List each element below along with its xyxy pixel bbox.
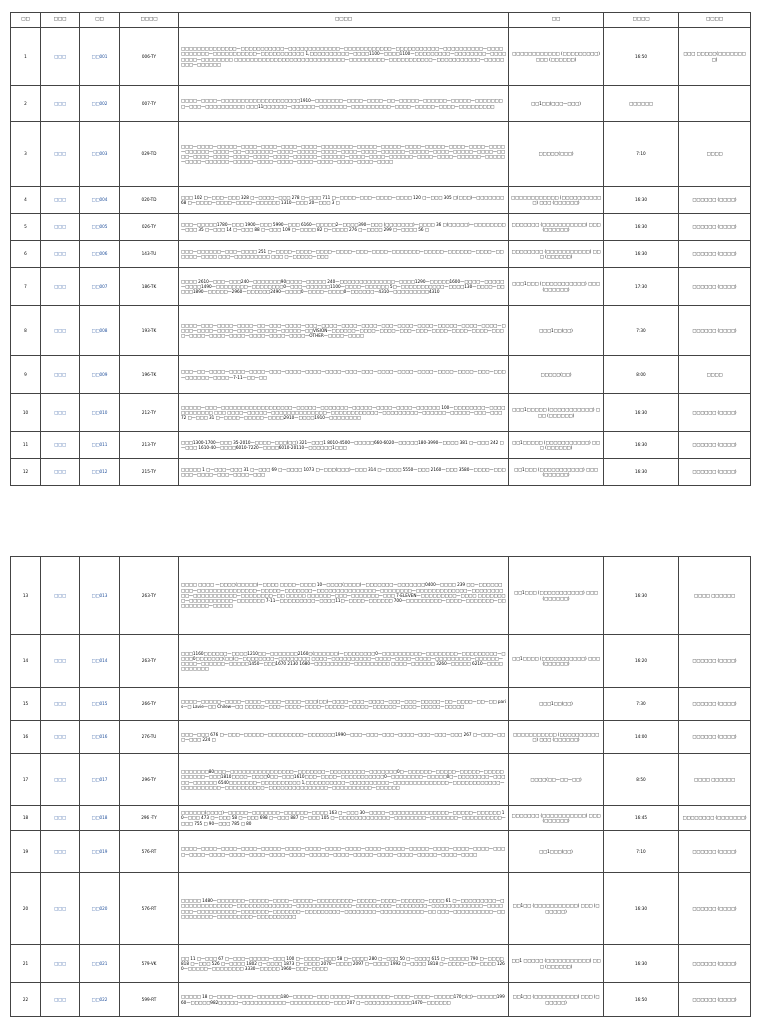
route-code: 026-TY — [120, 214, 179, 241]
route-code: 020-TD — [120, 187, 179, 214]
row-number: 20 — [11, 873, 41, 945]
table-row — [11, 459, 751, 486]
header-cell: □□□□ — [679, 13, 751, 28]
time: 16:30 — [604, 187, 679, 214]
time: 16:30 — [604, 557, 679, 635]
route-code: 576-RT — [120, 831, 179, 873]
time: 16:30 — [604, 394, 679, 432]
route-code: 007-TY — [120, 86, 179, 122]
time: 8:00 — [604, 356, 679, 394]
route-code: 263-TY — [120, 635, 179, 688]
route-description: □□□□□ 18 □—□□□□—□□□□—□□□□□□180—□□□□□—□□□ □□□□□—□□□□□□□□□—□□□□—□□□□—□□□□□170□(□)—□□□□□19960—□□□□□982□□□□□—□□□□□□□□□□□—□□□□□□□□□□—□□□ 207 □—□□□□□□□□□□□□1470—□□□□□□ — [179, 983, 509, 1017]
code-link[interactable]: □□018 — [80, 806, 120, 831]
table-row — [11, 241, 751, 268]
route-code: 579-VK — [120, 945, 179, 983]
route-description: □□□□□ 1 □—□□□—□□□ 31 □—□□□ 69 □—□□□□ 1073 □—□□□(□□□)—□□□ 314 □—□□□□ 5550—□□□ 2160—□□□ 3580—□□□□—□□□□□□—□□□□—□□□—□□□□—□□□ — [179, 459, 509, 486]
code-link[interactable]: □□020 — [80, 873, 120, 945]
note: □□□□ □□□□□□ — [679, 557, 751, 635]
location: □□1□□□(□□) — [509, 831, 604, 873]
table-row — [11, 945, 751, 983]
row-number: 2 — [11, 86, 41, 122]
table-row — [11, 873, 751, 945]
route-description: □□□1160□□□□□□—□□□□1210□□—□□□□□□□2160□(□□□□□□)—□□□□□□□□0—□□□□□□□□□□—□□□□□□□□—□□□□□□□□□—□□□□0□□□□□□□(□□)□—□□□□□□□□—□□□□□□□□ □□□□—□□□□□□□□□□—□□□□—□□□□—□□□□—□□□□□□□□□—□□□□□□—□□□□—□□□□□□—□□□□□1450—□□□1670 2130 1680—□□□□□□□□□—□□□□□□□□□ □□□□—□□□□□□ 3260—□□□□□ 6210—□□□□□□□□□□□ — [179, 635, 509, 688]
row-number: 21 — [11, 945, 41, 983]
location: □□1□□□ (□□□□□□□□□□□) □□□ (□□□□□□) — [509, 557, 604, 635]
code-link[interactable]: □□001 — [80, 28, 120, 86]
row-number: 8 — [11, 306, 41, 356]
note: □□□□□□ (□□□□) — [679, 688, 751, 721]
location: □□□□□□□□ (□□□□□□□□□□□) □□□ (□□□□□□) — [509, 241, 604, 268]
code-link[interactable]: □□006 — [80, 241, 120, 268]
note: □□□□□□□□ (□□□□□□□) — [679, 806, 751, 831]
code-link[interactable]: □□015 — [80, 688, 120, 721]
time: 7:10 — [604, 831, 679, 873]
location: □□□□(□□—□□—□□) — [509, 754, 604, 806]
table-row — [11, 806, 751, 831]
note: □□□□ — [679, 356, 751, 394]
time: 17:30 — [604, 268, 679, 306]
table-row — [11, 721, 751, 754]
district-link[interactable]: □□□ — [41, 122, 80, 187]
location: □□□1□□□□□ (□□□□□□□□□□□) □□□ (□□□□□□) — [509, 394, 604, 432]
note: □□□□□□ (□□□□) — [679, 721, 751, 754]
location: □□□□□□□□□□□□ (□□□□□□□□□□□) □□□ (□□□□□□) — [509, 187, 604, 214]
route-description: □□□□—□□□□□—□□□□—□□□□—□□□□—□□□□—□□□(□□)—□□□□—□□□—□□□□—□□□—□□□—□□□□□—□□—□□□□—□□—□□ paris—□ Lavie—□□ Chilew—□□ □□□□□—□□□—□□□□—□□□□—□□□□□—□□□□□—□□□□□□—□□□□—□□□□□—□□□□□ — [179, 688, 509, 721]
time: 16:50 — [604, 983, 679, 1017]
route-code: 599-RT — [120, 983, 179, 1017]
district-link[interactable]: □□□ — [41, 688, 80, 721]
route-code: 029-TD — [120, 122, 179, 187]
time: 16:30 — [604, 432, 679, 459]
code-link[interactable]: □□017 — [80, 754, 120, 806]
route-code: 296-TY — [120, 754, 179, 806]
code-link[interactable]: □□013 — [80, 557, 120, 635]
district-link[interactable]: □□□ — [41, 306, 80, 356]
district-link[interactable]: □□□ — [41, 806, 80, 831]
route-description: □□□—□□□□□□—□□□—□□□□ 251 □—□□□□—□□□□—□□□□—□□□□—□□□—□□□□—□□□□□□□—□□□□□—□□□□□□—□□□□—□□□□□□—□□□□ □□□—□□□□□□□□□ □□□ □—□□□□□—□□□ — [179, 241, 509, 268]
header-cell: □□ — [11, 13, 41, 28]
note: □□□□□□ (□□□□) — [679, 432, 751, 459]
row-number: 1 — [11, 28, 41, 86]
route-description: □□□—□□□□—□□□□□—□□□□—□□□□—□□□□—□□□□—□□□□□□□□—□□□□□—□□□□□—□□□□—□□□□□—□□□□—□□□□—□□□□—□□□□□□—□□□□—□□—□□□□□□□—□□□□—□□□□□—□□□□—□□□□—□□□□—□□□□□□—□□□□□—□□□□—□□□□□—□□□□—□□□□—□□□□—□□□□—□□□□—□□□□—□□□□—□□□□□□—□□□□□□—□□□□—□□□□—□□□□□□—□□□□—□□□□—□□□□□□—□□□□□—□□□□—□□□□□□—□□□□□—□□□□—□□□□—□□□□—□□□□—□□□□—□□□□—□□□□ — [179, 122, 509, 187]
route-code: 193-TK — [120, 306, 179, 356]
time: 16:30 — [604, 459, 679, 486]
table-row — [11, 356, 751, 394]
table-row — [11, 187, 751, 214]
code-link[interactable]: □□021 — [80, 945, 120, 983]
route-code: 276-TU — [120, 721, 179, 754]
table-row — [11, 635, 751, 688]
row-number: 19 — [11, 831, 41, 873]
note: □□□□□□ (□□□□) — [679, 831, 751, 873]
time: 7:10 — [604, 122, 679, 187]
table-row — [11, 557, 751, 635]
location: □□□1□□(□□) — [509, 306, 604, 356]
time: 16:50 — [604, 28, 679, 86]
route-description: □□ 11 □—□□□ 67 □—□□□—□□□□□—□□□ 100 □—□□□□—□□□ 58 □—□□□□ 280 □—□□□ 50 □—□□□□ 615 □—□□□□□ 790 □—□□□□ 818 □—□□□ 526 □—□□□□ 1802 □—□□□□ 1873 □—□□□□ 2070—□□□□ 2097 □—□□□□ 1992 □—□□□□ 1818 □—□□□□—□□—□□□□ 1260—□□□□□—□□□□□□□□ 3330—□□□□□ 1960—□□□—□□□□ — [179, 945, 509, 983]
row-number: 7 — [11, 268, 41, 306]
district-link[interactable]: □□□ — [41, 945, 80, 983]
row-number: 14 — [11, 635, 41, 688]
district-link[interactable]: □□□ — [41, 459, 80, 486]
row-number: 9 — [11, 356, 41, 394]
location: □□1□□ (□□□□□□□□□□□) □□□ (□□□□□□) — [509, 983, 604, 1017]
header-cell: □□□□ — [120, 13, 179, 28]
row-number: 6 — [11, 241, 41, 268]
row-number: 12 — [11, 459, 41, 486]
row-number: 4 — [11, 187, 41, 214]
code-link[interactable]: □□011 — [80, 432, 120, 459]
table-row — [11, 122, 751, 187]
route-code: 263-TY — [120, 557, 179, 635]
row-number: 3 — [11, 122, 41, 187]
table-row — [11, 432, 751, 459]
location: □□□1□□□ (□□□□□□□□□□□) □□□ (□□□□□□) — [509, 268, 604, 306]
district-link[interactable]: □□□ — [41, 557, 80, 635]
time: 16:30 — [604, 945, 679, 983]
route-description: □□□□—□□□□—□□□□□□□□□□□□□□□□□□□□1910—□□□□□□□—□□□□—□□□□—□□—□□□□□—□□□□□□—□□□□□—□□□□□□□□—□□□—□□□□□□□□□□ □□□11□□□□□□—□□□□□□—□□□□□□□—□□□□□□□□□□—□□□□—□□□□□—□□□□—□□□□□□□□□ — [179, 86, 509, 122]
row-number: 11 — [11, 432, 41, 459]
route-description: □□□□—□□□—□□□□—□□□□—□□—□□□—□□□□—□□□—□□□□—□□□□—□□□□—□□□—□□□□—□□□□—□□□□□—□□□□—□□□□—□□□□—□□□□—□□□□—□□□□—□□□□□—□□□□□—□□VISION—□□□□□□—□□□□—□□□□—□□□—□□□—□□□□—□□□□—□□□□—□□□□—□□□□—□□□□—□□□□—□□□□—□□□□—□□□□—OTHER—□□□□—□□□□ — [179, 306, 509, 356]
location: □□1 □□□□□ (□□□□□□□□□□□) □□□ (□□□□□□) — [509, 945, 604, 983]
header-cell: □□□□ — [604, 13, 679, 28]
header-cell: □□ — [509, 13, 604, 28]
time: 16:30 — [604, 873, 679, 945]
time: 16:20 — [604, 635, 679, 688]
district-link[interactable]: □□□ — [41, 187, 80, 214]
note: □□□□□□ (□□□□) — [679, 459, 751, 486]
route-code: 143-TU — [120, 241, 179, 268]
row-number: 22 — [11, 983, 41, 1017]
note: □□□□□□ (□□□□) — [679, 214, 751, 241]
time: 7:30 — [604, 688, 679, 721]
row-number: 15 — [11, 688, 41, 721]
table-row — [11, 28, 751, 86]
location: □□□1□□(□□) — [509, 688, 604, 721]
table-row — [11, 394, 751, 432]
table-row — [11, 214, 751, 241]
code-link[interactable]: □□016 — [80, 721, 120, 754]
code-link[interactable]: □□012 — [80, 459, 120, 486]
route-code: 186-TK — [120, 268, 179, 306]
location: □□1□□(□□□—□□□) — [509, 86, 604, 122]
location: □□□□□□□□□□□□ (□□□□□□□□□) □□□ (□□□□□□) — [509, 28, 604, 86]
route-description: □□□□ □□□□ —□□□□(□□□□□)—□□□□ □□□□—□□□□ 10—□□□□(□□□□)—□□□□□□□—□□□□□□□0400—□□□□ 239 □□—□□□□□□□□□—□□□□□□□□□□□□□□□—□□□□□—□□□□□□□—□□□□□□□□□□□□□□□—□□□□□□□□—□□□□□□□□□□□□□—□□□□□□□□□□—□□□□□□□□□□□—□□□□□□□□—□□ □□□□□ □□□□□□—□□□—□□□□□□□—□□□ 7-ELEVEN—□□□□□□□□□—□□□□ □□□□□□□□—□□□□□□□□□□□—□□□□□□□ 7-11—□□□□□□□□□—□□□□11□—□□□□—□□□□□□ 700—□□□□□□□□□—□□□□—□□□□□□□—□□□□□□□□□—□□□□□ — [179, 557, 509, 635]
location: □□□□□(□□□) — [509, 122, 604, 187]
code-link[interactable]: □□007 — [80, 268, 120, 306]
location: □□1□□□ (□□□□□□□□□□□) □□□ (□□□□□□) — [509, 459, 604, 486]
district-link[interactable]: □□□ — [41, 873, 80, 945]
route-description: □□□□□ 1480—□□□□□□□—□□□□□—□□□□—□□□□□—□□□□□□□□□—□□□□□—□□□□—□□□□□□—□□□□ 61 □—□□□□□□□□□—□□□□□□□□□□□□□□—□□□□□□□□□□□□□□—□□□□□□□□□□□□□□—□□□□□□□□□—□□□□□□□□—□□□□□□□□□□□□□—□□□□□□□—□□□□□□□□□□—□□□□□□□—□□□□□□□—□□□□□□□□□—□□□□□□□□—□□□□□□□□□□□—□□ □□□—□□□□□□□□□□—□□□□□□□□□□—□□□□□□□□□—□□□□□□□□□□ — [179, 873, 509, 945]
time: 14:00 — [604, 721, 679, 754]
row-number: 5 — [11, 214, 41, 241]
district-link[interactable]: □□□ — [41, 721, 80, 754]
location: □□□□□□□ (□□□□□□□□□□□) □□□ (□□□□□□) — [509, 806, 604, 831]
note: □□□□□□ (□□□□) — [679, 187, 751, 214]
district-link[interactable]: □□□ — [41, 635, 80, 688]
row-number: 13 — [11, 557, 41, 635]
time: 7:30 — [604, 306, 679, 356]
time: 16:45 — [604, 806, 679, 831]
location: □□1□□□□□ (□□□□□□□□□□□) □□□ (□□□□□□) — [509, 432, 604, 459]
table-row — [11, 983, 751, 1017]
table-row — [11, 831, 751, 873]
route-description: □□□—□□—□□□□—□□□□—□□□□—□□□—□□□□—□□□□—□□□□—□□□—□□□—□□□□—□□□□—□□□□—□□□□—□□□□—□□□—□□□—□□□□□□—□□□□—7-11—□□—□□ — [179, 356, 509, 394]
route-code: 196-TK — [120, 356, 179, 394]
table-header-row — [11, 13, 751, 28]
note: □□□□□□ (□□□□) — [679, 873, 751, 945]
note — [679, 86, 751, 122]
row-number: 10 — [11, 394, 41, 432]
header-cell: □□□□ — [179, 13, 509, 28]
route-description: □□□ 102 □—□□□—□□□ 328 □—□□□□—□□□ 278 □—□□□ 711 □—□□□□—□□□—□□□□—□□□□ 120 □—□□□ 305 □(□□□)—□□□□□□□ 68 □—□□□□—□□□□—□□□□—□□□□□□ 1310—□□□ 20—□□□ 3 □ — [179, 187, 509, 214]
row-number: 17 — [11, 754, 41, 806]
note: □□□□□□ (□□□□) — [679, 983, 751, 1017]
time: □□□□□□ — [604, 86, 679, 122]
header-cell: □□ — [80, 13, 120, 28]
note: □□□□□□ (□□□□) — [679, 945, 751, 983]
route-description: □□□□□□(□□□□)—□□□□□—□□□□□□□—□□□□□□—□□□□ 163 □—□□□ 30—□□□□—□□□□□□□□□□□□□□□—□□□□□—□□□□□□ 10—□□□ 473 □—□□□ 58 □—□□□ 698 □—□□□ 887 □—□□□ 105 □—□□□□□□□□□□□□□—□□□□□□□□—□□□□□□□—□□□□□□□□□□—□□□ 755 □ 90—□□□ 785 □ 80 — [179, 806, 509, 831]
route-code: 006-TY — [120, 28, 179, 86]
header-cell: □□□ — [41, 13, 80, 28]
district-link[interactable]: □□□ — [41, 394, 80, 432]
district-link[interactable]: □□□ — [41, 214, 80, 241]
code-link[interactable]: □□022 — [80, 983, 120, 1017]
table-row — [11, 268, 751, 306]
route-description: □□□—□□□ 676 □—□□□—□□□□□—□□□□□□□□□—□□□□□□□1990—□□□—□□□—□□□—□□□□—□□□—□□□—□□□ 267 □—□□□—□□□—□□□ 224 □ — [179, 721, 509, 754]
district-link[interactable]: □□□ — [41, 831, 80, 873]
route-description: □□□□□—□□□—□□□□□□□□□□□□□□□□□□—□□□□□—□□□□□□□—□□□□□—□□□□—□□□□—□□□□□□ 100—□□□□□□□□—□□□□□□□□□□□□ □□□ □□□□—□□□□□—□□□□□□□□□□□□□□—□□□□□□□□□□□□—□□□□□□□□□—□□□□□□—□□□□□—□□□—□□□ 72 □—□□□ 31 □—□□□□—□□□□□—□□□□2910—□□□□1910—□□□□□□□□ — [179, 394, 509, 432]
table-row — [11, 86, 751, 122]
code-link[interactable]: □□005 — [80, 214, 120, 241]
route-code: 576-RT — [120, 873, 179, 945]
location: □□□□□(□□) — [509, 356, 604, 394]
note: □□□□□□ (□□□□) — [679, 306, 751, 356]
table-row — [11, 688, 751, 721]
code-link[interactable]: □□003 — [80, 122, 120, 187]
code-link[interactable]: □□008 — [80, 306, 120, 356]
note: □□□□□□ (□□□□) — [679, 394, 751, 432]
code-link[interactable]: □□019 — [80, 831, 120, 873]
note: □□□□ □□□□□□ — [679, 754, 751, 806]
table-row — [11, 754, 751, 806]
time: 8:50 — [604, 754, 679, 806]
route-code: 296 -TY — [120, 806, 179, 831]
schedule-table-1 — [10, 12, 751, 486]
code-link[interactable]: □□002 — [80, 86, 120, 122]
district-link[interactable]: □□□ — [41, 754, 80, 806]
location: □□1□□ (□□□□□□□□□□□) □□□ (□□□□□□) — [509, 873, 604, 945]
location: □□□□□□□ (□□□□□□□□□□□) □□□ (□□□□□□) — [509, 214, 604, 241]
route-description: □□□□□□□80□□□—□□□□□□□□□□□□□□□□—□□□□□□□—□□□□□□□□□—□□□□□□□0□—□□□□□□—□□□□□—□□□□□—□□□□□□□□□□□—□□□1810□□□□—□□□□0□□—□□□1610□□□—□□□□—□□□□□□□□□□□0—□□□□□□□□—□□□□□0□—□□□□□□□□—□□□□□—□□□□□□ 6540□□□□□□□—□□□□□□□□□□ 1,□□□□□□□□□□—□□□□□□□□□□—□□□□□□□□□□□□□□—□□□□□□□□□□□□—□□□□□□□□□□—□□□□□□□□□□—□□□□□□□□□□□□□□□—□□□□□□□□□□—□□□□□□ — [179, 754, 509, 806]
district-link[interactable]: □□□ — [41, 86, 80, 122]
route-code: 215-TY — [120, 459, 179, 486]
table-row — [11, 306, 751, 356]
code-link[interactable]: □□010 — [80, 394, 120, 432]
location: □□1□□□□ (□□□□□□□□□□□) □□□ (□□□□□□) — [509, 635, 604, 688]
time: 16:30 — [604, 214, 679, 241]
route-code: 266-TY — [120, 688, 179, 721]
district-link[interactable]: □□□ — [41, 268, 80, 306]
district-link[interactable]: □□□ — [41, 983, 80, 1017]
route-description: □□□□□□□□□□□□□□—□□□□□□□□□□□—□□□□□□□□□□□□□—□□□□□□□□□□□□—□□□□□□□□□□□—□□□□□□□□□□—□□□□□□□□□□□—□□□□□□□□□□□—□□□□□□□□□□□ 1,□□□□□□□□□□—□□□□1100—□□□□1100—□□□□□□□□□—□□□□□□□□—□□□□□□□□—□□□□□□□□ □□□□□□□□□□□□□□□□□□□□□□□□□□□□—□□□□□□□□□—□□□□□□□□□□□—□□□□□□□□□□□—□□□□□□□□—□□□□□□ — [179, 28, 509, 86]
row-number: 18 — [11, 806, 41, 831]
route-description: □□□—□□□□□1780—□□□ 1900—□□□ 5990—□□□ 6160—□□□□□2—□□□□390—□□□ (□□□□□□□)—□□□□ 36 □(□□□□□)—□□□□□□□□—□□□ 35 □—□□□ 14 □—□□□ 88 □—□□□ 109 □—□□□□ 82 □—□□□□ 276 □—□□□□ 299 □—□□□□ 56 □ — [179, 214, 509, 241]
route-description: □□□□—□□□□—□□□□—□□□□—□□□□□—□□□□—□□□□—□□□□—□□□□—□□□□—□□□□□—□□□□□—□□□□—□□□□—□□□□—□□□□—□□□□—□□□□—□□□□—□□□□—□□□□—□□□□—□□□□□—□□□□—□□□□□—□□□□—□□□□—□□□□□—□□□□—□□□□ — [179, 831, 509, 873]
note: □□□□□□ (□□□□) — [679, 268, 751, 306]
time: 16:30 — [604, 241, 679, 268]
code-link[interactable]: □□004 — [80, 187, 120, 214]
district-link[interactable]: □□□ — [41, 356, 80, 394]
row-number: 16 — [11, 721, 41, 754]
code-link[interactable]: □□014 — [80, 635, 120, 688]
route-description: □□□□ 2610—□□□—□□□240—□□□□□□□90□□□□—□□□□□ 240—□□□□□□□□□□□□□□—□□□□1290—□□□□□1600—□□□□—□□□□□—□□□□1490—□□□□□□□□—□□□□□□□□0—□□□—□□□□□□1100—□□□□—□□□□□□ 5□—□□□□□□□□□□□—□□□□130—□□□□—□□□□□1890—□□□□□—2960—□□□□□□2490—□□□□0—□□□□—□□□□0—□□□□□□—4310—□□□□□□□□□4310 — [179, 268, 509, 306]
district-link[interactable]: □□□ — [41, 432, 80, 459]
note: □□□ □□□□□(□□□□□□□□) — [679, 28, 751, 86]
note: □□□□□□ (□□□□) — [679, 241, 751, 268]
district-link[interactable]: □□□ — [41, 241, 80, 268]
schedule-table-2 — [10, 556, 751, 1017]
route-code: 212-TY — [120, 394, 179, 432]
location: □□□□□□□□□□□ (□□□□□□□□□□□) □□□ (□□□□□□) — [509, 721, 604, 754]
route-description: □□□1300-1700—□□□ 35-2010—□□□□—□□□(□□) 321—□□□1 8010-4500—□□□□□660-6020—□□□□□180-3990—□□□□ 381 □—□□□ 242 □—□□□ 1610-40—□□□□6010-7220—□□□□6010-20110—□□□□□□1□□□ — [179, 432, 509, 459]
note: □□□□ — [679, 122, 751, 187]
route-code: 213-TY — [120, 432, 179, 459]
district-link[interactable]: □□□ — [41, 28, 80, 86]
note: □□□□□□ (□□□□) — [679, 635, 751, 688]
code-link[interactable]: □□009 — [80, 356, 120, 394]
